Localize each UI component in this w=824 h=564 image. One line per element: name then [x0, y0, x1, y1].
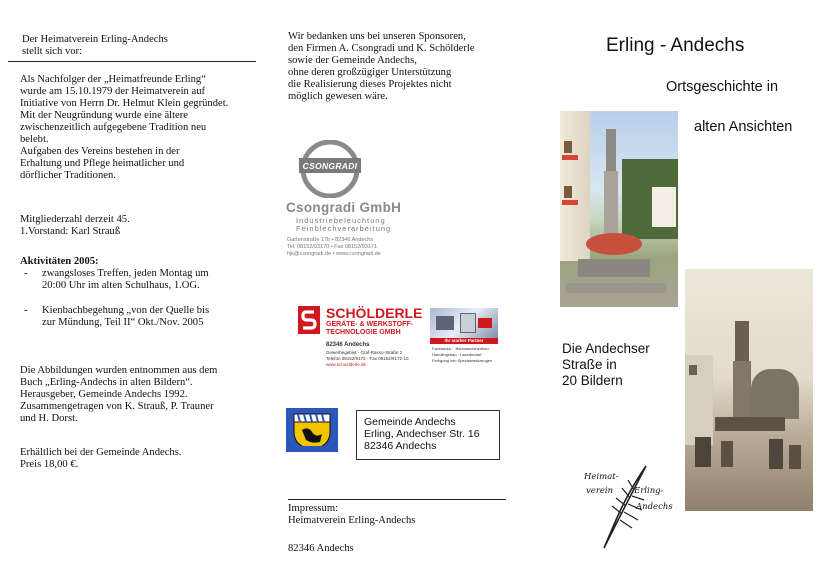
intro-line: zwischenzeitlich aufgegebene Tradition neu [20, 122, 207, 133]
header-line: stellt sich vor: [22, 46, 83, 57]
fountain-color-photo [560, 111, 678, 307]
activities-title: Aktivitäten 2005: [20, 256, 99, 267]
csongradi-address: Tel. 08152/93170 • Fax 08152/93171 [287, 244, 377, 250]
sepia-historic-photo [685, 269, 813, 511]
header-block [20, 34, 270, 58]
schoelderle-small: Gewerbegebiet · Graf-Rasso-Straße 2 [326, 350, 403, 355]
intro-line: Aufgaben des Vereins bestehen in der [20, 146, 180, 157]
impressum-line: Heimatverein Erling-Andechs [288, 515, 416, 526]
activity-dash: - [24, 305, 28, 316]
source-line: Buch „Erling-Andechs in alten Bildern“. [20, 377, 193, 388]
schoelderle-ad [298, 306, 503, 376]
gemeinde-address-box [356, 410, 500, 460]
signature-word: verein [586, 486, 614, 496]
csongradi-address: Gartenstraße 17b • 82346 Andechs [287, 237, 374, 243]
thanks-line: sowie der Gemeinde Andechs, [288, 55, 417, 66]
brochure-subtitle: alten Ansichten [694, 119, 793, 135]
schoelderle-sub: GERÄTE- & WERKSTOFF- [326, 321, 413, 328]
source-line: Die Abbildungen wurden entnommen aus dem [20, 365, 218, 376]
gemeinde-line: Gemeinde Andechs [364, 416, 456, 428]
activity-line: zur Mündung, Teil II“ Okt./Nov. 2005 [42, 317, 204, 328]
signature-word: Heimat- [584, 472, 619, 482]
signature-word: Andechs [636, 502, 673, 512]
activities-block [20, 256, 265, 329]
activity-line: Kienbachbegehung „von der Quelle bis [42, 305, 210, 316]
impressum-block [288, 503, 415, 527]
gemeinde-crest-icon [286, 408, 338, 452]
source-line: Herausgeber, Gemeinde Andechs 1992. [20, 389, 188, 400]
impressum-rule [288, 499, 506, 500]
intro-line: Mit der Neugründung wurde eine ältere [20, 110, 188, 121]
activities-list [20, 268, 265, 329]
csongradi-ad [286, 140, 406, 268]
impressum-line: Impressum: [288, 503, 339, 514]
schoelderle-product-image [430, 308, 498, 338]
source-line: und H. Dorst. [20, 413, 78, 424]
csongradi-name: Csongradi GmbH [286, 200, 402, 215]
csongradi-logo-text: CSONGRADI [302, 161, 358, 171]
csongradi-sub: Industriebeleuchtung [296, 216, 386, 225]
price-line: Erhältlich bei der Gemeinde Andechs. [20, 447, 182, 458]
gemeinde-line: Erling, Andechser Str. 16 [364, 428, 480, 440]
intro-line: Initiative von Herrn Dr. Helmut Klein gegründet. [20, 98, 229, 109]
schoelderle-small: www.schoelderle.de [326, 362, 367, 367]
street-caption [562, 341, 650, 389]
schoelderle-city: 82346 Andechs [326, 342, 370, 348]
thanks-line: Wir bedanken uns bei unseren Sponsoren, [288, 31, 466, 42]
street-caption-line: Straße in [562, 357, 617, 372]
signature-word: Erling- [634, 486, 664, 496]
header-rule [8, 61, 256, 62]
thanks-line: die Realisierung dieses Projektes nicht [288, 79, 452, 90]
schoelderle-name: SCHÖLDERLE [326, 305, 423, 321]
intro-line: Erhaltung und Pflege heimatlicher und [20, 158, 185, 169]
schoelderle-badge: Ihr starker Partner [430, 338, 498, 344]
schoelderle-sub: TECHNOLOGIE GMBH [326, 329, 401, 336]
intro-line: dörflicher Traditionen. [20, 170, 116, 181]
street-caption-line: Die Andechser [562, 341, 650, 356]
source-paragraph [20, 365, 217, 425]
members-line: Mitgliederzahl derzeit 45. [20, 214, 130, 225]
street-caption-line: 20 Bildern [562, 373, 623, 388]
intro-line: belebt. [20, 134, 49, 145]
gemeinde-line: 82346 Andechs [364, 440, 437, 452]
thanks-line: den Firmen A. Csongradi und K. Schölderle [288, 43, 475, 54]
activity-dash: - [24, 268, 28, 279]
schoelderle-bullet: Fertigung von Spezialwerkzeugen [432, 358, 493, 363]
schoelderle-small: Telefon 08152/9172 · Fax 08152/9172-10 [326, 356, 409, 361]
source-line: Zusammengetragen von K. Strauß, P. Trauner [20, 401, 214, 412]
heimatverein-signature-logo [576, 462, 672, 552]
brochure-subtitle: Ortsgeschichte in [666, 79, 779, 95]
left-panel [20, 34, 270, 58]
intro-line: wurde am 15.10.1979 der Heimatverein auf [20, 86, 206, 97]
members-line: 1.Vorstand: Karl Strauß [20, 226, 121, 237]
price-paragraph [20, 447, 182, 471]
members-paragraph [20, 214, 130, 238]
impressum-city: 82346 Andechs [288, 543, 354, 554]
header-line: Der Heimatverein Erling-Andechs [22, 34, 168, 45]
intro-line: Als Nachfolger der „Heimatfreunde Erling“ [20, 74, 206, 85]
activity-item [20, 268, 265, 292]
activity-item [20, 305, 265, 329]
price-line: Preis 18,00 €. [20, 459, 79, 470]
schoelderle-bullet: Handlingsbau · Laserbedarf [432, 352, 482, 357]
csongradi-address: hjk@csongradi.de • www.csongradi.de [287, 251, 381, 257]
thanks-paragraph [288, 31, 475, 103]
schoelderle-bullet: Fahrwerks- · Baumaschinenbau [432, 346, 489, 351]
thanks-line: möglich gewesen wäre. [288, 91, 388, 102]
activity-line: zwangsloses Treffen, jeden Montag um [42, 268, 209, 279]
thanks-line: ohne deren großzügiger Unterstützung [288, 67, 452, 78]
brochure-title: Erling - Andechs [606, 35, 745, 56]
activity-line: 20:00 Uhr im alten Schulhaus, 1.OG. [42, 280, 200, 291]
csongradi-sub: Feinblechverarbeitung [296, 224, 392, 233]
intro-paragraph [20, 74, 228, 182]
schoelderle-logo [298, 306, 320, 334]
